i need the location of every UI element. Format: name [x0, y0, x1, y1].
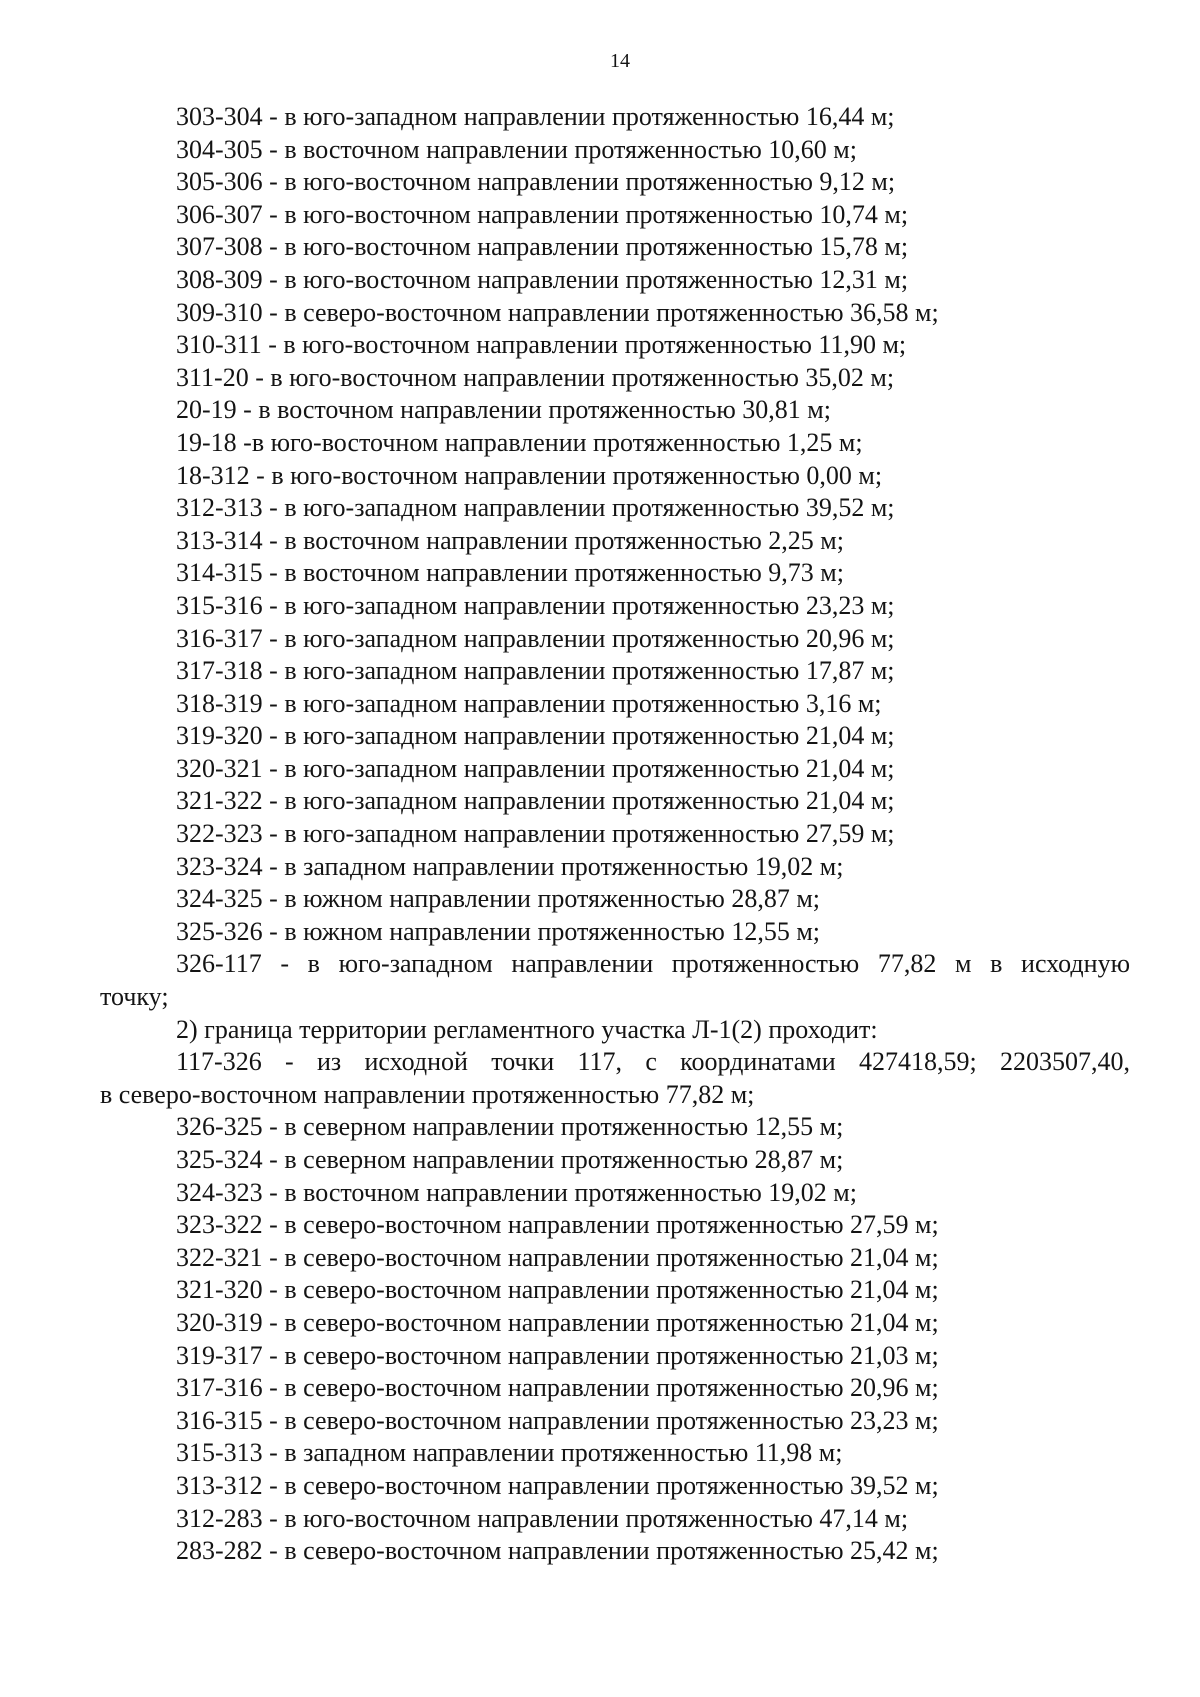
boundary-segment-line: 315-316 - в юго-западном направлении протяженностью 23,23 м; [176, 590, 895, 620]
boundary-segment-line: 320-321 - в юго-западном направлении протяженностью 21,04 м; [176, 753, 895, 783]
boundary-segment-line: 324-323 - в восточном направлении протяженностью 19,02 м; [176, 1177, 857, 1207]
boundary-segment-line: 19-18 -в юго-восточном направлении протяженностью 1,25 м; [176, 427, 863, 457]
boundary-segment-line: 315-313 - в западном направлении протяженностью 11,98 м; [176, 1438, 843, 1468]
boundary-segment-line: 319-320 - в юго-западном направлении протяженностью 21,04 м; [176, 721, 895, 751]
boundary-segment-line: 320-319 - в северо-восточном направлении протяженностью 21,04 м; [176, 1307, 939, 1337]
boundary-segment-line: 325-326 - в южном направлении протяженностью 12,55 м; [176, 916, 821, 946]
document-body [100, 101, 1130, 1568]
boundary-segment-line: 323-322 - в северо-восточном направлении протяженностью 27,59 м; [176, 1210, 939, 1240]
page-number: 14 [610, 50, 630, 72]
boundary-segment-line: 322-323 - в юго-западном направлении протяженностью 27,59 м; [176, 819, 895, 849]
boundary-segment-line: 304-305 - в восточном направлении протяженностью 10,60 м; [176, 134, 857, 164]
boundary-segment-line: 314-315 - в восточном направлении протяженностью 9,73 м; [176, 558, 844, 588]
boundary-segment-line: 18-312 - в юго-восточном направлении протяженностью 0,00 м; [176, 460, 883, 490]
section-heading: 2) граница территории регламентного участка Л-1(2) проходит: [176, 1014, 878, 1044]
boundary-segment-line: 325-324 - в северном направлении протяженностью 28,87 м; [176, 1145, 844, 1174]
boundary-segment-line: 309-310 - в северо-восточном направлении протяженностью 36,58 м; [176, 297, 939, 327]
boundary-segment-326-117: 326-117 - в юго-западном направлении протяженностью 77,82 м в исходную [176, 949, 1130, 979]
boundary-segment-line: 307-308 - в юго-восточном направлении протяженностью 15,78 м; [176, 232, 909, 262]
boundary-segment-117-326-continuation: в северо-восточном направлении протяженностью 77,82 м; [100, 1079, 755, 1109]
boundary-segment-line: 310-311 - в юго-восточном направлении протяженностью 11,90 м; [176, 330, 907, 360]
boundary-segment-line: 311-20 - в юго-восточном направлении протяженностью 35,02 м; [176, 362, 895, 392]
boundary-segment-line: 326-325 - в северном направлении протяженностью 12,55 м; [176, 1112, 844, 1142]
boundary-segment-line: 316-315 - в северо-восточном направлении протяженностью 23,23 м; [176, 1405, 939, 1435]
boundary-segment-line: 313-312 - в северо-восточном направлении протяженностью 39,52 м; [176, 1470, 939, 1500]
boundary-segment-line: 316-317 - в юго-западном направлении протяженностью 20,96 м; [176, 623, 895, 653]
boundary-segment-line: 312-283 - в юго-восточном направлении протяженностью 47,14 м; [176, 1503, 909, 1533]
boundary-segment-line: 322-321 - в северо-восточном направлении протяженностью 21,04 м; [176, 1242, 939, 1272]
boundary-segment-line: 312-313 - в юго-западном направлении протяженностью 39,52 м; [176, 493, 895, 523]
boundary-segment-line: 313-314 - в восточном направлении протяженностью 2,25 м; [176, 525, 844, 555]
boundary-segment-line: 323-324 - в западном направлении протяженностью 19,02 м; [176, 851, 844, 881]
boundary-list-part-1 [100, 101, 1130, 948]
boundary-segment-line: 306-307 - в юго-восточном направлении протяженностью 10,74 м; [176, 199, 909, 229]
boundary-segment-326-117-continuation: точку; [100, 982, 169, 1012]
boundary-segment-line: 305-306 - в юго-восточном направлении протяженностью 9,12 м; [176, 167, 896, 197]
boundary-segment-117-326: 117-326 - из исходной точки 117, с координатами 427418,59; 2203507,40, [176, 1047, 1130, 1077]
boundary-segment-line: 283-282 - в северо-восточном направлении протяженностью 25,42 м; [176, 1536, 939, 1566]
boundary-segment-line: 317-316 - в северо-восточном направлении протяженностью 20,96 м; [176, 1373, 939, 1403]
boundary-segment-line: 317-318 - в юго-западном направлении протяженностью 17,87 м; [176, 656, 895, 686]
boundary-segment-line: 321-322 - в юго-западном направлении протяженностью 21,04 м; [176, 786, 895, 816]
boundary-list-part-2 [100, 1111, 1130, 1567]
boundary-segment-line: 318-319 - в юго-западном направлении протяженностью 3,16 м; [176, 688, 882, 718]
boundary-segment-line: 319-317 - в северо-восточном направлении протяженностью 21,03 м; [176, 1340, 939, 1370]
boundary-segment-line: 321-320 - в северо-восточном направлении протяженностью 21,04 м; [176, 1275, 939, 1305]
boundary-segment-line: 308-309 - в юго-восточном направлении протяженностью 12,31 м; [176, 264, 909, 294]
boundary-segment-line: 303-304 - в юго-западном направлении протяженностью 16,44 м; [176, 102, 895, 131]
boundary-segment-line: 324-325 - в южном направлении протяженностью 28,87 м; [176, 884, 821, 914]
boundary-segment-line: 20-19 - в восточном направлении протяженностью 30,81 м; [176, 395, 831, 425]
